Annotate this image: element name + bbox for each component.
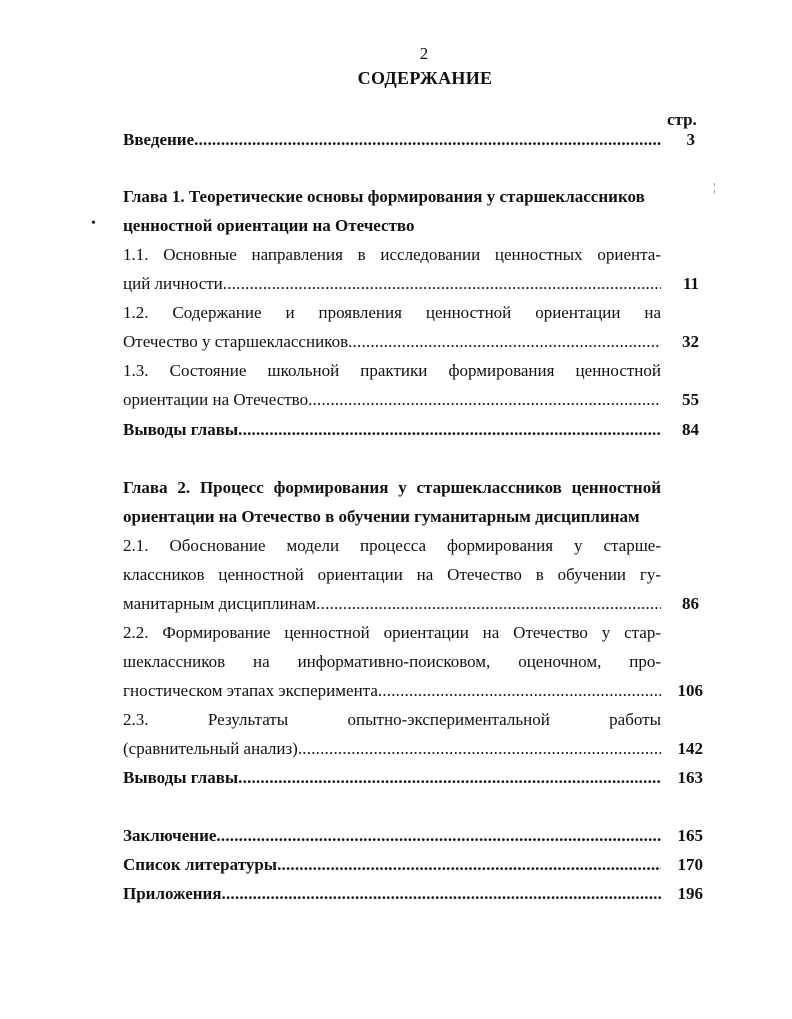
chapter-1-heading-line2: ценностной ориентации на Отечество — [123, 216, 415, 235]
section-1-2-line2: Отечество у старшеклассников ..... — [123, 331, 661, 353]
page-number: 2 — [419, 44, 429, 63]
section-1-3-line2: ориентации на Отечество ..... — [123, 389, 661, 411]
chapter-2-heading-line1: Глава 2. Процесс формирования у старшеклассников ценностной — [123, 478, 661, 497]
toc-page-number: 196 — [677, 884, 703, 903]
toc-entry-bibliography: Список литературы ..... — [123, 854, 661, 876]
chapter-1-conclusions: Выводы главы ..... — [123, 419, 661, 441]
toc-entry-label: Введение — [123, 130, 195, 149]
toc-entry-appendices: Приложения ..... — [123, 883, 661, 905]
section-1-1-line1: 1.1. Основные направления в исследовании ценностных ориента- — [123, 245, 661, 264]
toc-page-number: 55 — [682, 390, 699, 409]
toc-page-number: 32 — [682, 332, 699, 351]
toc-entry-conclusion: Заключение ..... — [123, 825, 661, 847]
page-column-label: стр. — [667, 110, 697, 129]
section-2-1-line2: классников ценностной ориентации на Отечество в обучении гу- — [123, 565, 661, 584]
toc-page-number: 142 — [677, 739, 703, 758]
toc-page-number: 170 — [677, 855, 703, 874]
section-2-3-line1: 2.3. Результаты опытно-экспериментальной работы — [123, 710, 661, 729]
section-2-1-line3: манитарным дисциплинам ..... — [123, 593, 661, 615]
section-1-2-line1: 1.2. Содержание и проявления ценностной ориентации на — [123, 303, 661, 322]
scan-speck: • — [91, 216, 96, 231]
toc-page-number: 86 — [682, 594, 699, 613]
chapter-1-heading-line1: Глава 1. Теоретические основы формирования у старшеклассников — [123, 187, 645, 206]
scan-speck: ¦ — [713, 180, 716, 194]
chapter-2-heading-line2: ориентации на Отечество в обучении гуманитарным дисциплинам — [123, 507, 640, 526]
toc-page-number: 165 — [677, 826, 703, 845]
section-2-1-line1: 2.1. Обоснование модели процесса формирования у старше- — [123, 536, 661, 555]
toc-page-number: 163 — [677, 768, 703, 787]
section-2-3-line2: (сравнительный анализ) ..... — [123, 738, 661, 760]
toc-page-number: 11 — [682, 274, 699, 293]
chapter-2-conclusions: Выводы главы ..... — [123, 767, 661, 789]
section-2-2-line3: гностическом этапах эксперимента ..... — [123, 680, 661, 702]
section-2-2-line2: шеклассников на информативно-поисковом, оценочном, про- — [123, 652, 661, 671]
section-2-2-line1: 2.2. Формирование ценностной ориентации на Отечество у стар- — [123, 623, 661, 642]
toc-page-number: 84 — [682, 420, 699, 439]
section-1-1-line2: ций личности ..... — [123, 273, 661, 295]
section-1-3-line1: 1.3. Состояние школьной практики формирования ценностной — [123, 361, 661, 380]
toc-entry-intro — [123, 129, 661, 151]
page-title: СОДЕРЖАНИЕ — [357, 68, 493, 88]
toc-page-number: 3 — [686, 130, 695, 149]
toc-page-number: 106 — [677, 681, 703, 700]
